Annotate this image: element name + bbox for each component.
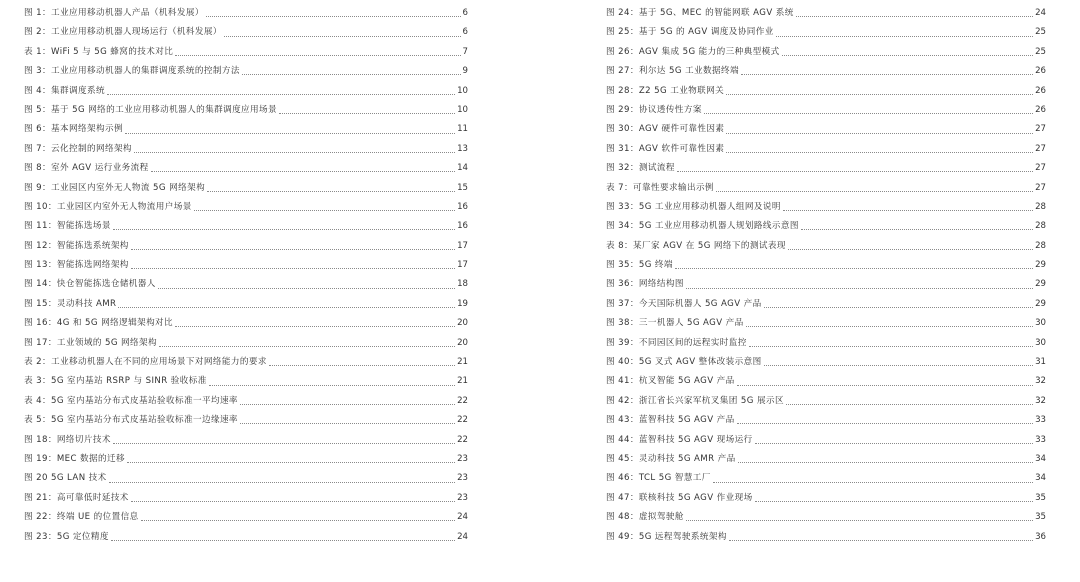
toc-entry-page-number: 28 bbox=[1035, 240, 1046, 251]
toc-entry-label: 图 23：5G 定位精度 bbox=[24, 531, 109, 542]
toc-entry bbox=[24, 198, 468, 217]
toc-entry bbox=[24, 120, 468, 139]
dot-leader bbox=[737, 423, 1033, 424]
toc-entry-label: 图 12：智能拣选系统架构 bbox=[24, 240, 129, 251]
toc-entry-label: 表 4：5G 室内基站分布式皮基站验收标准一平均速率 bbox=[24, 395, 238, 406]
toc-entry bbox=[606, 275, 1046, 294]
dot-leader bbox=[737, 385, 1033, 386]
dot-leader bbox=[134, 152, 455, 153]
toc-entry-page-number: 34 bbox=[1035, 453, 1046, 464]
dot-leader bbox=[786, 404, 1033, 405]
dot-leader bbox=[741, 74, 1033, 75]
toc-entry bbox=[606, 314, 1046, 333]
toc-entry bbox=[606, 62, 1046, 81]
dot-leader bbox=[131, 249, 455, 250]
toc-entry-label: 表 5：5G 室内基站分布式皮基站验收标准一边缘速率 bbox=[24, 415, 238, 426]
toc-entry-label: 图 17：工业领域的 5G 网络架构 bbox=[24, 337, 157, 348]
toc-entry-label: 图 21：高可靠低时延技术 bbox=[24, 492, 129, 503]
toc-entry-label: 图 18：网络切片技术 bbox=[24, 434, 111, 445]
dot-leader bbox=[788, 249, 1033, 250]
toc-entry bbox=[24, 450, 468, 469]
dot-leader bbox=[127, 462, 455, 463]
dot-leader bbox=[206, 16, 461, 17]
toc-entry-page-number: 36 bbox=[1035, 531, 1046, 542]
toc-entry bbox=[606, 411, 1046, 430]
toc-entry-label: 图 34：5G 工业应用移动机器人规划路线示意图 bbox=[606, 221, 799, 232]
toc-entry-page-number: 20 bbox=[457, 318, 468, 329]
toc-entry-page-number: 18 bbox=[457, 279, 468, 290]
toc-entry-page-number: 27 bbox=[1035, 182, 1046, 193]
toc-entry-label: 图 7：云化控制的网络架构 bbox=[24, 143, 132, 154]
toc-entry bbox=[606, 295, 1046, 314]
toc-entry-label: 图 8：室外 AGV 运行业务流程 bbox=[24, 163, 149, 174]
toc-entry-page-number: 35 bbox=[1035, 492, 1046, 503]
dot-leader bbox=[764, 307, 1033, 308]
toc-entry-label: 图 2：工业应用移动机器人现场运行（机科发展） bbox=[24, 27, 222, 38]
toc-entry bbox=[24, 237, 468, 256]
toc-entry-page-number: 16 bbox=[457, 221, 468, 232]
toc-entry-label: 图 16：4G 和 5G 网络逻辑架构对比 bbox=[24, 318, 174, 329]
toc-entry bbox=[24, 314, 468, 333]
toc-entry-page-number: 16 bbox=[457, 201, 468, 212]
toc-entry-page-number: 21 bbox=[457, 357, 468, 368]
toc-entry-label: 图 11：智能拣选场景 bbox=[24, 221, 111, 232]
toc-entry bbox=[24, 392, 468, 411]
toc-entry-page-number: 35 bbox=[1035, 512, 1046, 523]
toc-entry-label: 图 28：Z2 5G 工业物联网关 bbox=[606, 85, 725, 96]
toc-entry-page-number: 24 bbox=[457, 512, 468, 523]
toc-entry-label: 图 5：基于 5G 网络的工业应用移动机器人的集群调度应用场景 bbox=[24, 104, 278, 115]
dot-leader bbox=[111, 540, 455, 541]
toc-entry bbox=[24, 353, 468, 372]
toc-entry bbox=[606, 392, 1046, 411]
toc-entry-label: 图 3：工业应用移动机器人的集群调度系统的控制方法 bbox=[24, 66, 240, 77]
toc-entry-page-number: 27 bbox=[1035, 143, 1046, 154]
toc-entry-page-number: 10 bbox=[457, 85, 468, 96]
toc-entry bbox=[606, 198, 1046, 217]
toc-entry-page-number: 15 bbox=[457, 182, 468, 193]
dot-leader bbox=[113, 443, 455, 444]
dot-leader bbox=[796, 16, 1033, 17]
toc-entry-page-number: 13 bbox=[457, 143, 468, 154]
toc-entry-page-number: 25 bbox=[1035, 27, 1046, 38]
dot-leader bbox=[704, 113, 1033, 114]
toc-entry-label: 图 10：工业园区内室外无人物流用户场景 bbox=[24, 201, 192, 212]
toc-entry-label: 图 24：基于 5G、MEC 的智能网联 AGV 系统 bbox=[606, 8, 794, 18]
dot-leader bbox=[125, 133, 455, 134]
toc-entry-page-number: 22 bbox=[457, 434, 468, 445]
dot-leader bbox=[776, 36, 1033, 37]
dot-leader bbox=[801, 229, 1033, 230]
toc-entry-label: 图 47：联核科技 5G AGV 作业现场 bbox=[606, 492, 753, 503]
dot-leader bbox=[738, 462, 1033, 463]
toc-entry-label: 图 38：三一机器人 5G AGV 产品 bbox=[606, 318, 744, 329]
toc-entry bbox=[606, 140, 1046, 159]
dot-leader bbox=[726, 152, 1033, 153]
toc-entry bbox=[24, 23, 468, 42]
toc-entry-page-number: 33 bbox=[1035, 434, 1046, 445]
dot-leader bbox=[675, 268, 1033, 269]
toc-entry-label: 图 46：TCL 5G 智慧工厂 bbox=[606, 473, 711, 484]
dot-leader bbox=[242, 74, 461, 75]
toc-entry-page-number: 21 bbox=[457, 376, 468, 387]
toc-entry-page-number: 19 bbox=[457, 298, 468, 309]
toc-entry bbox=[606, 372, 1046, 391]
toc-entry bbox=[606, 82, 1046, 101]
toc-entry bbox=[606, 489, 1046, 508]
dot-leader bbox=[686, 520, 1033, 521]
toc-entry-label: 图 22：终端 UE 的位置信息 bbox=[24, 512, 139, 523]
toc-entry-label: 图 42：浙江省长兴家军杭叉集团 5G 展示区 bbox=[606, 395, 784, 406]
toc-entry-page-number: 26 bbox=[1035, 85, 1046, 96]
toc-entry-label: 图 39：不同园区间的远程实时监控 bbox=[606, 337, 747, 348]
dot-leader bbox=[240, 404, 455, 405]
toc-entry-page-number: 28 bbox=[1035, 221, 1046, 232]
toc-entry-page-number: 7 bbox=[462, 46, 468, 57]
dot-leader bbox=[716, 191, 1033, 192]
toc-entry-label: 图 6：基本网络架构示例 bbox=[24, 124, 123, 135]
toc-entry-label: 图 45：灵动科技 5G AMR 产品 bbox=[606, 453, 736, 464]
toc-entry-label: 表 2：工业移动机器人在不同的应用场景下对网络能力的要求 bbox=[24, 357, 267, 368]
toc-entry-label: 图 31：AGV 软件可靠性因素 bbox=[606, 143, 725, 154]
dot-leader bbox=[109, 482, 455, 483]
toc-entry bbox=[24, 179, 468, 198]
dot-leader bbox=[207, 191, 455, 192]
dot-leader bbox=[107, 94, 455, 95]
toc-entry bbox=[606, 508, 1046, 527]
toc-entry-label: 图 20 5G LAN 技术 bbox=[24, 473, 107, 484]
toc-entry-label: 图 25：基于 5G 的 AGV 调度及协同作业 bbox=[606, 27, 774, 38]
toc-entry bbox=[24, 372, 468, 391]
toc-entry-page-number: 29 bbox=[1035, 279, 1046, 290]
toc-entry-page-number: 30 bbox=[1035, 337, 1046, 348]
toc-entry-page-number: 32 bbox=[1035, 395, 1046, 406]
toc-entry bbox=[24, 431, 468, 450]
toc-entry-page-number: 27 bbox=[1035, 124, 1046, 135]
dot-leader bbox=[240, 423, 455, 424]
toc-entry bbox=[24, 256, 468, 275]
toc-entry-label: 图 14：快仓智能拣选仓储机器人 bbox=[24, 279, 156, 290]
toc-entry-page-number: 29 bbox=[1035, 298, 1046, 309]
toc-entry bbox=[606, 256, 1046, 275]
toc-entry-page-number: 29 bbox=[1035, 260, 1046, 271]
dot-leader bbox=[175, 55, 460, 56]
toc-entry-label: 图 4：集群调度系统 bbox=[24, 85, 105, 96]
toc-entry bbox=[24, 295, 468, 314]
toc-entry-page-number: 6 bbox=[462, 8, 468, 18]
toc-entry-page-number: 6 bbox=[462, 27, 468, 38]
toc-entry bbox=[24, 469, 468, 488]
toc-entry bbox=[606, 4, 1046, 23]
toc-entry-label: 图 13：智能拣选网络架构 bbox=[24, 260, 129, 271]
toc-entry-page-number: 26 bbox=[1035, 104, 1046, 115]
toc-entry-page-number: 9 bbox=[462, 66, 468, 77]
toc-entry bbox=[606, 120, 1046, 139]
toc-entry bbox=[606, 528, 1046, 547]
toc-entry bbox=[606, 43, 1046, 62]
dot-leader bbox=[729, 540, 1033, 541]
toc-entry bbox=[606, 159, 1046, 178]
toc-entry bbox=[24, 43, 468, 62]
toc-entry-label: 图 15：灵动科技 AMR bbox=[24, 298, 117, 309]
dot-leader bbox=[755, 501, 1033, 502]
dot-leader bbox=[755, 443, 1033, 444]
dot-leader bbox=[209, 385, 455, 386]
toc-entry bbox=[606, 353, 1046, 372]
toc-entry-page-number: 25 bbox=[1035, 46, 1046, 57]
toc-entry-label: 图 33：5G 工业应用移动机器人组网及说明 bbox=[606, 201, 781, 212]
toc-entry-page-number: 20 bbox=[457, 337, 468, 348]
dot-leader bbox=[713, 482, 1033, 483]
toc-entry bbox=[24, 489, 468, 508]
toc-entry-label: 图 26：AGV 集成 5G 能力的三种典型模式 bbox=[606, 46, 780, 57]
toc-entry-label: 图 41：杭叉智能 5G AGV 产品 bbox=[606, 376, 735, 387]
dot-leader bbox=[113, 229, 455, 230]
toc-entry bbox=[24, 159, 468, 178]
toc-entry bbox=[24, 217, 468, 236]
toc-entry-page-number: 26 bbox=[1035, 66, 1046, 77]
toc-entry bbox=[606, 431, 1046, 450]
dot-leader bbox=[783, 210, 1033, 211]
toc-entry-label: 图 37：今天国际机器人 5G AGV 产品 bbox=[606, 298, 762, 309]
dot-leader bbox=[269, 365, 455, 366]
dot-leader bbox=[159, 346, 455, 347]
toc-entry bbox=[606, 450, 1046, 469]
toc-entry-page-number: 34 bbox=[1035, 473, 1046, 484]
toc-entry-page-number: 32 bbox=[1035, 376, 1046, 387]
toc-entry-label: 图 44：蓝智科技 5G AGV 现场运行 bbox=[606, 434, 753, 445]
toc-entry-label: 表 8：某厂家 AGV 在 5G 网络下的测试表现 bbox=[606, 240, 786, 251]
toc-entry-page-number: 11 bbox=[457, 124, 468, 135]
toc-entry bbox=[606, 217, 1046, 236]
toc-entry-label: 图 27：利尔达 5G 工业数据终端 bbox=[606, 66, 739, 77]
toc-entry bbox=[606, 237, 1046, 256]
toc-entry-page-number: 31 bbox=[1035, 357, 1046, 368]
dot-leader bbox=[131, 268, 455, 269]
toc-entry bbox=[24, 275, 468, 294]
toc-entry bbox=[24, 528, 468, 547]
dot-leader bbox=[158, 288, 455, 289]
dot-leader bbox=[749, 346, 1033, 347]
toc-entry-label: 表 3：5G 室内基站 RSRP 与 SINR 验收标准 bbox=[24, 376, 207, 387]
toc-entry-label: 表 1：WiFi 5 与 5G 蜂窝的技术对比 bbox=[24, 46, 174, 57]
toc-entry-page-number: 23 bbox=[457, 473, 468, 484]
toc-entry bbox=[606, 101, 1046, 120]
toc-entry-label: 图 35：5G 终端 bbox=[606, 260, 673, 271]
dot-leader bbox=[224, 36, 461, 37]
toc-entry-page-number: 24 bbox=[457, 531, 468, 542]
toc-entry-label: 图 36：网络结构图 bbox=[606, 279, 684, 290]
toc-entry-label: 图 1：工业应用移动机器人产品（机科发展） bbox=[24, 8, 204, 18]
toc-entry bbox=[24, 411, 468, 430]
toc-entry-page-number: 24 bbox=[1035, 8, 1046, 18]
toc-entry-page-number: 28 bbox=[1035, 201, 1046, 212]
toc-entry-page-number: 30 bbox=[1035, 318, 1046, 329]
dot-leader bbox=[175, 326, 455, 327]
toc-entry bbox=[24, 101, 468, 120]
dot-leader bbox=[141, 520, 455, 521]
dot-leader bbox=[279, 113, 455, 114]
dot-leader bbox=[194, 210, 455, 211]
toc-entry-page-number: 23 bbox=[457, 453, 468, 464]
toc-entry-page-number: 22 bbox=[457, 395, 468, 406]
toc-entry bbox=[24, 508, 468, 527]
toc-entry-label: 图 49：5G 远程驾驶系统架构 bbox=[606, 531, 727, 542]
toc-entry-page-number: 33 bbox=[1035, 415, 1046, 426]
toc-entry-page-number: 10 bbox=[457, 104, 468, 115]
dot-leader bbox=[746, 326, 1033, 327]
dot-leader bbox=[726, 133, 1033, 134]
toc-entry-label: 图 29：协议透传性方案 bbox=[606, 104, 702, 115]
toc-entry-label: 图 30：AGV 硬件可靠性因素 bbox=[606, 124, 725, 135]
toc-entry-page-number: 23 bbox=[457, 492, 468, 503]
toc-entry-page-number: 17 bbox=[457, 240, 468, 251]
toc-entry-page-number: 14 bbox=[457, 163, 468, 174]
toc-entry bbox=[24, 140, 468, 159]
toc-entry-page-number: 22 bbox=[457, 415, 468, 426]
dot-leader bbox=[764, 365, 1033, 366]
toc-entry bbox=[24, 62, 468, 81]
toc-entry-label: 图 40：5G 叉式 AGV 整体改装示意图 bbox=[606, 357, 762, 368]
toc-entry-label: 图 19：MEC 数据的迁移 bbox=[24, 453, 126, 464]
dot-leader bbox=[782, 55, 1033, 56]
toc-entry bbox=[24, 334, 468, 353]
dot-leader bbox=[118, 307, 455, 308]
dot-leader bbox=[151, 171, 455, 172]
toc-entry bbox=[24, 4, 468, 23]
toc-entry-page-number: 17 bbox=[457, 260, 468, 271]
toc-entry bbox=[606, 179, 1046, 198]
toc-right-column bbox=[606, 4, 1046, 547]
dot-leader bbox=[726, 94, 1033, 95]
toc-left-column bbox=[24, 4, 468, 547]
dot-leader bbox=[686, 288, 1033, 289]
toc-entry bbox=[606, 334, 1046, 353]
toc-entry-label: 图 43：蓝智科技 5G AGV 产品 bbox=[606, 415, 735, 426]
toc-entry-label: 图 32：测试流程 bbox=[606, 163, 675, 174]
toc-entry-label: 图 9：工业园区内室外无人物流 5G 网络架构 bbox=[24, 182, 206, 193]
toc-entry bbox=[606, 469, 1046, 488]
toc-entry bbox=[606, 23, 1046, 42]
dot-leader bbox=[131, 501, 455, 502]
toc-entry-label: 图 48：虚拟驾驶舱 bbox=[606, 512, 684, 523]
toc-entry-page-number: 27 bbox=[1035, 163, 1046, 174]
toc-entry bbox=[24, 82, 468, 101]
dot-leader bbox=[677, 171, 1033, 172]
toc-entry-label: 表 7：可靠性要求输出示例 bbox=[606, 182, 714, 193]
